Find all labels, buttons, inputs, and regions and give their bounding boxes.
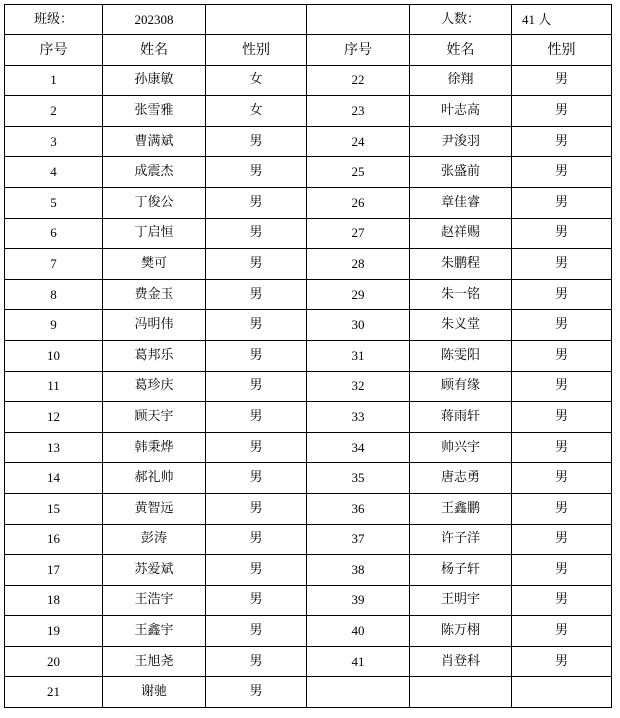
- table-row: [5, 493, 612, 524]
- table-row: [5, 157, 612, 188]
- header-name-right: 姓名: [410, 35, 512, 66]
- student-gender: 男: [206, 432, 307, 463]
- header-gender-right: 性别: [512, 35, 612, 66]
- student-index: 19: [5, 616, 103, 647]
- student-gender: 男: [206, 463, 307, 494]
- student-name: 王明宇: [410, 585, 512, 616]
- student-index: 14: [5, 463, 103, 494]
- header-index-right: 序号: [307, 35, 410, 66]
- student-gender: 男: [206, 249, 307, 280]
- student-gender: 男: [206, 218, 307, 249]
- student-gender: 男: [206, 585, 307, 616]
- student-name: 帅兴宇: [410, 432, 512, 463]
- student-name: 彭涛: [103, 524, 206, 555]
- student-index: 40: [307, 616, 410, 647]
- student-gender: 男: [512, 65, 612, 96]
- student-name: 费金玉: [103, 279, 206, 310]
- student-name: [410, 677, 512, 708]
- student-name: 叶志高: [410, 96, 512, 127]
- header-name-left: 姓名: [103, 35, 206, 66]
- student-name: 苏爱斌: [103, 555, 206, 586]
- student-name: 肖登科: [410, 646, 512, 677]
- table-row: [5, 249, 612, 280]
- student-name: 冯明伟: [103, 310, 206, 341]
- class-roster-table: [4, 4, 612, 708]
- student-index: 16: [5, 524, 103, 555]
- student-name: 王鑫宇: [103, 616, 206, 647]
- student-name: 许子洋: [410, 524, 512, 555]
- student-name: 丁俊公: [103, 187, 206, 218]
- student-name: 朱一铭: [410, 279, 512, 310]
- table-row: [5, 340, 612, 371]
- student-gender: 男: [206, 157, 307, 188]
- student-gender: 男: [512, 402, 612, 433]
- student-index: 15: [5, 493, 103, 524]
- student-index: 31: [307, 340, 410, 371]
- student-index: 2: [5, 96, 103, 127]
- student-index: 27: [307, 218, 410, 249]
- student-name: 丁启恒: [103, 218, 206, 249]
- student-index: 4: [5, 157, 103, 188]
- table-row: [5, 371, 612, 402]
- student-index: 10: [5, 340, 103, 371]
- student-index: 25: [307, 157, 410, 188]
- class-label: 班级：: [5, 5, 103, 35]
- table-row: [5, 218, 612, 249]
- table-row: [5, 677, 612, 708]
- student-gender: 男: [512, 310, 612, 341]
- student-gender: 男: [512, 463, 612, 494]
- student-name: 杨子轩: [410, 555, 512, 586]
- student-index: 28: [307, 249, 410, 280]
- meta-empty-cell: [307, 5, 410, 35]
- student-index: 18: [5, 585, 103, 616]
- student-gender: 男: [512, 432, 612, 463]
- student-gender: 男: [512, 646, 612, 677]
- student-name: 葛珍庆: [103, 371, 206, 402]
- table-row: [5, 279, 612, 310]
- student-gender: 女: [206, 65, 307, 96]
- student-index: 6: [5, 218, 103, 249]
- student-name: 樊可: [103, 249, 206, 280]
- student-gender: 男: [206, 402, 307, 433]
- student-index: 21: [5, 677, 103, 708]
- student-index: 8: [5, 279, 103, 310]
- count-label: 人数：: [410, 5, 512, 35]
- student-gender: 男: [512, 524, 612, 555]
- student-name: 谢驰: [103, 677, 206, 708]
- student-name: 尹浚羽: [410, 126, 512, 157]
- student-gender: 男: [206, 677, 307, 708]
- student-index: 23: [307, 96, 410, 127]
- student-index: 36: [307, 493, 410, 524]
- student-gender: 男: [206, 646, 307, 677]
- student-gender: 男: [512, 616, 612, 647]
- table-row: [5, 585, 612, 616]
- count-value: 41 人: [512, 5, 612, 35]
- student-index: 35: [307, 463, 410, 494]
- student-name: 张盛前: [410, 157, 512, 188]
- table-row: [5, 65, 612, 96]
- student-index: 13: [5, 432, 103, 463]
- roster-header-row: [5, 35, 612, 66]
- student-index: 11: [5, 371, 103, 402]
- student-name: 葛邦乐: [103, 340, 206, 371]
- student-gender: 男: [206, 187, 307, 218]
- table-row: [5, 126, 612, 157]
- student-index: 20: [5, 646, 103, 677]
- student-index: 9: [5, 310, 103, 341]
- student-gender: 男: [206, 279, 307, 310]
- student-gender: 男: [206, 371, 307, 402]
- student-gender: 男: [512, 279, 612, 310]
- table-row: [5, 432, 612, 463]
- student-name: 朱鹏程: [410, 249, 512, 280]
- student-name: 章佳睿: [410, 187, 512, 218]
- student-index: 33: [307, 402, 410, 433]
- student-name: 王旭尧: [103, 646, 206, 677]
- student-index: 12: [5, 402, 103, 433]
- student-gender: 男: [512, 555, 612, 586]
- class-value: 202308: [103, 5, 206, 35]
- student-index: [307, 677, 410, 708]
- student-name: 黄智远: [103, 493, 206, 524]
- student-gender: 男: [512, 340, 612, 371]
- student-name: 顾天宇: [103, 402, 206, 433]
- student-gender: 男: [512, 585, 612, 616]
- student-gender: 男: [206, 524, 307, 555]
- table-row: [5, 463, 612, 494]
- student-gender: 男: [206, 555, 307, 586]
- student-index: 41: [307, 646, 410, 677]
- student-name: 韩秉烨: [103, 432, 206, 463]
- student-name: 朱义堂: [410, 310, 512, 341]
- table-row: [5, 555, 612, 586]
- student-name: 张雪雅: [103, 96, 206, 127]
- student-index: 39: [307, 585, 410, 616]
- student-name: 蒋雨轩: [410, 402, 512, 433]
- student-gender: 男: [512, 157, 612, 188]
- student-name: 孙康敏: [103, 65, 206, 96]
- student-name: 赵祥赐: [410, 218, 512, 249]
- table-row: [5, 646, 612, 677]
- table-row: [5, 96, 612, 127]
- student-index: 17: [5, 555, 103, 586]
- student-gender: 男: [512, 187, 612, 218]
- student-index: 5: [5, 187, 103, 218]
- student-name: 陈万栩: [410, 616, 512, 647]
- table-row: [5, 187, 612, 218]
- student-index: 3: [5, 126, 103, 157]
- student-gender: 女: [206, 96, 307, 127]
- table-row: [5, 616, 612, 647]
- student-name: 郝礼帅: [103, 463, 206, 494]
- roster-meta-row: [5, 5, 612, 35]
- meta-empty-cell: [206, 5, 307, 35]
- student-gender: 男: [512, 249, 612, 280]
- student-index: 30: [307, 310, 410, 341]
- student-gender: [512, 677, 612, 708]
- student-index: 34: [307, 432, 410, 463]
- student-name: 曹满斌: [103, 126, 206, 157]
- table-row: [5, 310, 612, 341]
- student-name: 唐志勇: [410, 463, 512, 494]
- student-name: 王鑫鹏: [410, 493, 512, 524]
- student-name: 顾有缘: [410, 371, 512, 402]
- student-gender: 男: [512, 218, 612, 249]
- student-gender: 男: [512, 371, 612, 402]
- student-name: 成震杰: [103, 157, 206, 188]
- student-name: 陈雯阳: [410, 340, 512, 371]
- student-index: 22: [307, 65, 410, 96]
- student-index: 29: [307, 279, 410, 310]
- student-index: 1: [5, 65, 103, 96]
- student-index: 38: [307, 555, 410, 586]
- table-row: [5, 402, 612, 433]
- student-gender: 男: [206, 126, 307, 157]
- student-index: 24: [307, 126, 410, 157]
- student-index: 37: [307, 524, 410, 555]
- table-row: [5, 524, 612, 555]
- student-gender: 男: [512, 493, 612, 524]
- student-gender: 男: [206, 616, 307, 647]
- student-gender: 男: [512, 126, 612, 157]
- header-index-left: 序号: [5, 35, 103, 66]
- student-gender: 男: [206, 493, 307, 524]
- header-gender-left: 性别: [206, 35, 307, 66]
- student-index: 7: [5, 249, 103, 280]
- student-gender: 男: [512, 96, 612, 127]
- student-gender: 男: [206, 340, 307, 371]
- student-index: 32: [307, 371, 410, 402]
- student-index: 26: [307, 187, 410, 218]
- student-gender: 男: [206, 310, 307, 341]
- student-name: 徐翔: [410, 65, 512, 96]
- student-name: 王浩宇: [103, 585, 206, 616]
